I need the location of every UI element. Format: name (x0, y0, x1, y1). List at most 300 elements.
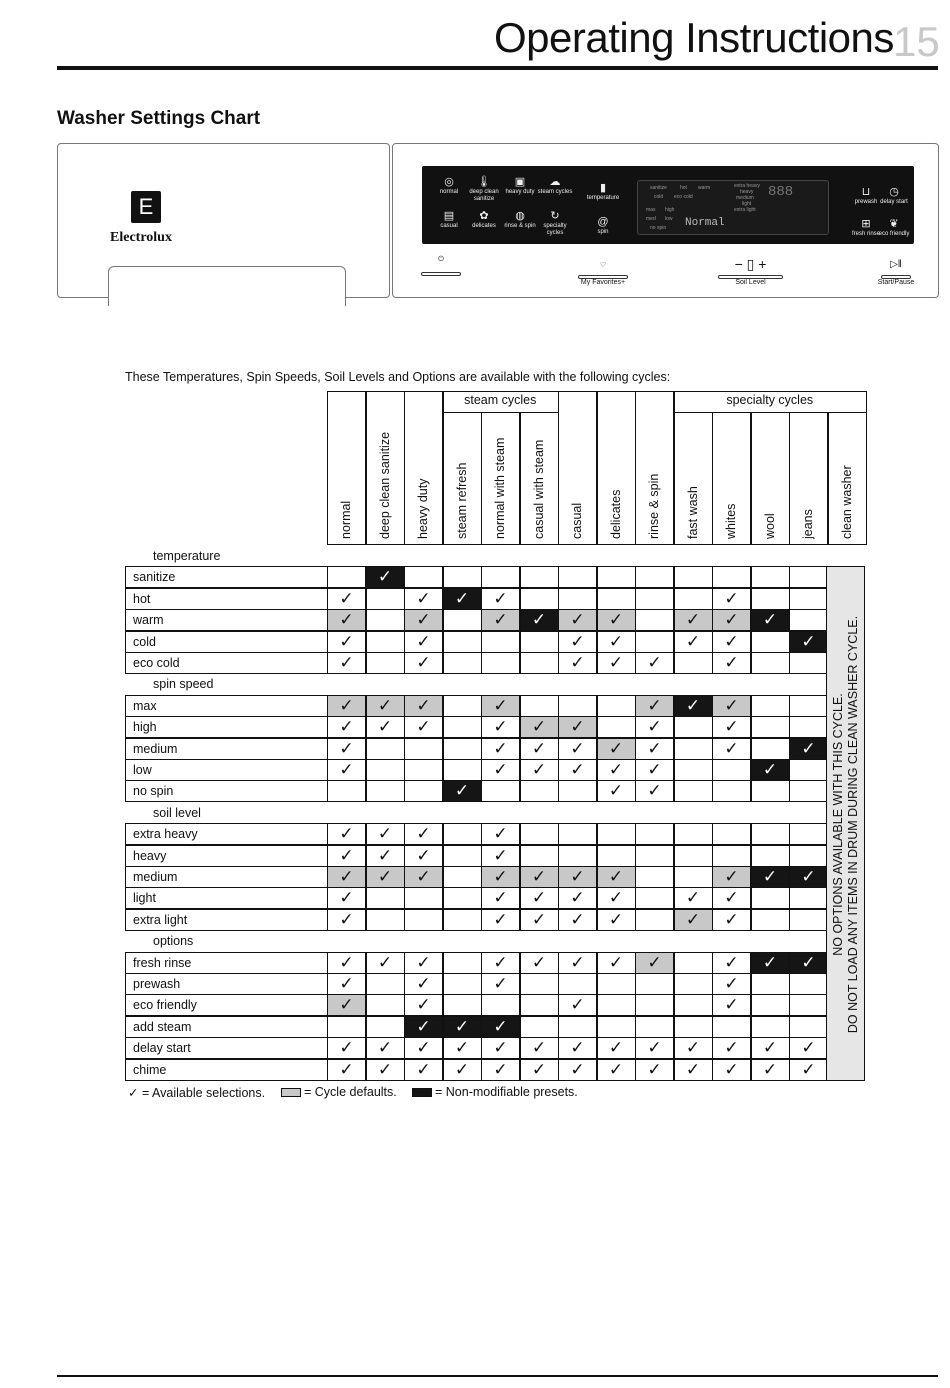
play-pause-icon: ▷‖ (890, 259, 902, 270)
column-label: steam refresh (454, 462, 469, 539)
cycle-steam: ☁ steam cycles (535, 176, 575, 196)
table-cell: ✓ (481, 952, 520, 974)
table-cell: ✓ (520, 738, 559, 760)
clean-washer-note-box (826, 566, 865, 1081)
table-cell (751, 695, 790, 717)
flower-icon: ✿ (479, 210, 489, 222)
option-prewash: ⊔ prewash (846, 186, 886, 206)
segment-digits: 888 (768, 184, 794, 200)
power-button (421, 256, 461, 264)
specialty-group-label: specialty cycles (726, 393, 814, 407)
table-cell: ✓ (597, 909, 636, 931)
soil-level-label: Soil Level (735, 279, 766, 286)
table-cell (443, 823, 482, 845)
table-cell: ✓ (481, 1037, 520, 1059)
table-cell: ✓ (558, 716, 597, 738)
prewash-icon: ⊔ (861, 186, 871, 198)
table-cell: ✓ (327, 631, 366, 653)
table-cell: ✓ (404, 866, 443, 888)
thermometer-icon: 🌡 (477, 176, 491, 188)
table-cell: ✓ (481, 909, 520, 931)
chart-intro: These Temperatures, Spin Speeds, Soil Levels and Options are available with the following cycles: (125, 370, 671, 384)
legend-available: ✓ = Available selections. (128, 1086, 266, 1100)
table-cell: ✓ (327, 994, 366, 1016)
table-cell (443, 695, 482, 717)
table-cell: ✓ (404, 994, 443, 1016)
table-cell: ✓ (712, 609, 751, 631)
table-cell: ✓ (751, 1037, 790, 1059)
table-cell: ✓ (366, 823, 405, 845)
table-cell: ✓ (404, 631, 443, 653)
table-cell (327, 566, 366, 588)
table-cell: ✓ (597, 631, 636, 653)
table-cell (443, 631, 482, 653)
table-cell (404, 780, 443, 802)
table-cell: ✓ (404, 952, 443, 974)
column-label: casual with steam (531, 439, 546, 539)
soil-level-controls: − ▯ + (734, 256, 767, 272)
table-cell (597, 716, 636, 738)
row-label: light (125, 887, 328, 909)
table-cell: ✓ (520, 952, 559, 974)
table-cell (674, 780, 713, 802)
table-cell (712, 845, 751, 867)
table-cell (520, 695, 559, 717)
table-cell (327, 1016, 366, 1038)
table-cell: ✓ (520, 909, 559, 931)
table-cell (635, 631, 674, 653)
table-cell: ✓ (366, 1037, 405, 1059)
table-cell (443, 652, 482, 674)
table-cell (751, 780, 790, 802)
table-cell: ✓ (597, 952, 636, 974)
table-cell: ✓ (481, 1016, 520, 1038)
column-label: rinse & spin (647, 473, 661, 539)
table-cell (366, 887, 405, 909)
table-cell: ✓ (366, 695, 405, 717)
table-cell: ✓ (481, 695, 520, 717)
table-cell: ✓ (674, 609, 713, 631)
column-label: wool (762, 513, 777, 539)
column-label: normal (339, 500, 353, 539)
table-cell: ✓ (712, 994, 751, 1016)
table-cell (597, 994, 636, 1016)
row-label: heavy (125, 845, 328, 867)
column-label: whites (724, 503, 738, 539)
table-cell (635, 1016, 674, 1038)
table-cell (751, 845, 790, 867)
table-cell: ✓ (597, 1059, 636, 1081)
table-cell (404, 738, 443, 760)
table-cell: ✓ (327, 952, 366, 974)
table-cell: ✓ (789, 1059, 828, 1081)
table-cell (674, 1016, 713, 1038)
table-cell (789, 887, 828, 909)
row-label: chime (125, 1059, 328, 1081)
lcd-screen: sanitize hot warm cold eco cold max high med low no spin extra heavy heavy medium light extra light 888 Normal (637, 180, 829, 235)
control-display (422, 166, 914, 244)
table-cell: ✓ (751, 1059, 790, 1081)
row-label: eco friendly (125, 994, 328, 1016)
table-cell: ✓ (404, 588, 443, 610)
table-cell (366, 973, 405, 995)
column-label: fast wash (685, 486, 700, 539)
table-cell: ✓ (674, 631, 713, 653)
table-cell: ✓ (327, 909, 366, 931)
power-button-bar (421, 272, 461, 276)
table-cell: ✓ (520, 887, 559, 909)
table-cell: ✓ (481, 1059, 520, 1081)
section-label: soil level (153, 805, 201, 820)
table-cell: ✓ (520, 759, 559, 781)
table-cell: ✓ (558, 994, 597, 1016)
table-cell (520, 845, 559, 867)
table-cell: ✓ (558, 1037, 597, 1059)
table-cell (789, 566, 828, 588)
column-label: clean washer (839, 465, 854, 539)
table-cell (597, 845, 636, 867)
row-label: extra heavy (125, 823, 328, 845)
table-cell: ✓ (520, 1037, 559, 1059)
table-cell: ✓ (327, 738, 366, 760)
table-cell (366, 609, 405, 631)
table-cell: ✓ (481, 759, 520, 781)
table-cell: ✓ (404, 695, 443, 717)
row-label: extra light (125, 909, 328, 931)
table-cell: ✓ (597, 652, 636, 674)
table-cell (327, 780, 366, 802)
table-cell (597, 1016, 636, 1038)
table-cell: ✓ (712, 973, 751, 995)
favorites-label: My Favorites+ (580, 279, 626, 286)
cycle-heavy-duty: ▣ heavy duty (500, 176, 540, 196)
table-cell: ✓ (443, 1059, 482, 1081)
table-cell: ✓ (789, 631, 828, 653)
row-label: low (125, 759, 328, 781)
table-cell: ✓ (558, 887, 597, 909)
table-cell (558, 1016, 597, 1038)
table-cell: ✓ (712, 1059, 751, 1081)
casual-shirt-icon: ▤ (443, 210, 455, 222)
table-cell: ✓ (635, 759, 674, 781)
table-cell: ✓ (635, 952, 674, 974)
table-cell: ✓ (635, 716, 674, 738)
gray-swatch (281, 1088, 301, 1097)
table-cell (674, 652, 713, 674)
table-cell: ✓ (327, 887, 366, 909)
table-cell: ✓ (635, 652, 674, 674)
table-cell (443, 952, 482, 974)
cycle-rinse-spin: ◍ rinse & spin (500, 210, 540, 230)
table-cell (635, 909, 674, 931)
start-pause-label: Start/Pause (877, 279, 915, 286)
section-title: Washer Settings Chart (57, 108, 261, 129)
table-cell (443, 887, 482, 909)
table-cell: ✓ (327, 652, 366, 674)
table-cell (751, 887, 790, 909)
cycle-deep-clean: 🌡 deep clean sanitize (464, 176, 504, 203)
table-cell (712, 1016, 751, 1038)
black-swatch (412, 1088, 432, 1097)
table-cell (674, 759, 713, 781)
table-cell (674, 738, 713, 760)
table-cell: ✓ (751, 609, 790, 631)
table-cell: ✓ (712, 738, 751, 760)
table-cell (520, 652, 559, 674)
table-cell: ✓ (674, 909, 713, 931)
table-cell: ✓ (481, 609, 520, 631)
row-label: sanitize (125, 566, 328, 588)
table-cell (712, 780, 751, 802)
table-cell: ✓ (789, 738, 828, 760)
table-cell: ✓ (481, 823, 520, 845)
table-cell: ✓ (597, 887, 636, 909)
table-cell: ✓ (443, 588, 482, 610)
table-cell: ✓ (404, 652, 443, 674)
legend-preset: = Non-modifiable presets. (412, 1085, 578, 1099)
table-cell: ✓ (789, 1037, 828, 1059)
table-cell (404, 909, 443, 931)
table-cell: ✓ (443, 1016, 482, 1038)
table-cell (597, 588, 636, 610)
row-label: warm (125, 609, 328, 631)
table-cell (635, 845, 674, 867)
table-cell: ✓ (712, 952, 751, 974)
section-label: options (153, 934, 194, 949)
table-cell (674, 973, 713, 995)
row-label: fresh rinse (125, 952, 328, 974)
table-cell: ✓ (404, 716, 443, 738)
row-label: medium (125, 738, 328, 760)
table-cell (635, 973, 674, 995)
cycle-normal: ◎ normal (429, 176, 469, 196)
option-eco-friendly: ❦ eco friendly (874, 218, 914, 238)
table-cell (751, 652, 790, 674)
table-cell: ✓ (327, 588, 366, 610)
table-cell (520, 1016, 559, 1038)
table-cell (635, 823, 674, 845)
table-cell (635, 887, 674, 909)
table-cell: ✓ (751, 759, 790, 781)
table-cell: ✓ (635, 1037, 674, 1059)
table-cell: ✓ (443, 1037, 482, 1059)
table-cell: ✓ (404, 1016, 443, 1038)
table-cell (443, 738, 482, 760)
clock-icon: ◷ (889, 186, 899, 198)
table-cell (558, 845, 597, 867)
option-fresh-rinse: ⊞ fresh rinse (846, 218, 886, 238)
cycle-specialty: ↻ specialty cycles (535, 210, 575, 237)
table-cell (789, 652, 828, 674)
table-cell (635, 588, 674, 610)
table-cell: ✓ (635, 695, 674, 717)
table-cell: ✓ (558, 1059, 597, 1081)
temperature-selector: ▮ temperature (583, 182, 623, 202)
table-cell (597, 973, 636, 995)
table-cell: ✓ (366, 716, 405, 738)
column-label: normal with steam (493, 437, 507, 539)
row-label: medium (125, 866, 328, 888)
table-cell: ✓ (404, 1059, 443, 1081)
table-cell: ✓ (635, 738, 674, 760)
table-cell: ✓ (558, 652, 597, 674)
table-cell (674, 823, 713, 845)
section-label: temperature (153, 549, 221, 563)
header-divider (57, 66, 938, 70)
shirt-icon: ▣ (514, 176, 526, 188)
table-cell: ✓ (712, 1037, 751, 1059)
table-cell (481, 780, 520, 802)
cycle-delicates: ✿ delicates (464, 210, 504, 230)
brand-name: Electrolux (110, 230, 172, 245)
table-cell: ✓ (327, 845, 366, 867)
table-cell: ✓ (674, 1037, 713, 1059)
table-cell (789, 759, 828, 781)
table-cell: ✓ (481, 716, 520, 738)
rinse-icon: ⊞ (861, 218, 871, 230)
table-cell: ✓ (327, 1059, 366, 1081)
table-cell (712, 566, 751, 588)
row-label: hot (125, 588, 328, 610)
power-icon: ⏻ (438, 256, 444, 263)
table-cell: ✓ (481, 588, 520, 610)
table-cell: ✓ (327, 695, 366, 717)
legend-default: = Cycle defaults. (281, 1085, 397, 1099)
table-cell (635, 994, 674, 1016)
table-cell: ✓ (481, 845, 520, 867)
table-cell: ✓ (366, 845, 405, 867)
table-cell: ✓ (366, 566, 405, 588)
spin-selector: @ spin (583, 216, 623, 236)
table-cell: ✓ (404, 823, 443, 845)
table-cell: ✓ (404, 1037, 443, 1059)
table-cell (674, 994, 713, 1016)
table-cell: ✓ (520, 716, 559, 738)
table-cell (674, 588, 713, 610)
table-cell (520, 973, 559, 995)
table-cell: ✓ (366, 1059, 405, 1081)
column-label: casual (570, 502, 584, 539)
table-cell (789, 780, 828, 802)
table-cell (558, 566, 597, 588)
normal-cycle-icon: ◎ (444, 176, 454, 188)
page-title: Operating Instructions (494, 14, 894, 61)
table-cell (751, 909, 790, 931)
clean-washer-note: NO OPTIONS AVAILABLE WITH THIS CYCLE. DO NOT LOAD ANY ITEMS IN DRUM DURING CLEAN WASHER CYCLE. (831, 615, 860, 1034)
table-cell: ✓ (597, 609, 636, 631)
table-cell (674, 952, 713, 974)
table-cell: ✓ (520, 1059, 559, 1081)
row-label: cold (125, 631, 328, 653)
table-cell: ✓ (558, 759, 597, 781)
cycle-casual: ▤ casual (429, 210, 469, 230)
row-label: delay start (125, 1037, 328, 1059)
table-cell (404, 887, 443, 909)
table-cell (789, 845, 828, 867)
row-label: high (125, 716, 328, 738)
table-cell (751, 973, 790, 995)
table-cell (443, 716, 482, 738)
table-cell (635, 609, 674, 631)
table-cell: ✓ (481, 866, 520, 888)
table-cell (597, 823, 636, 845)
table-cell: ✓ (635, 780, 674, 802)
table-cell: ✓ (751, 866, 790, 888)
table-cell (366, 631, 405, 653)
table-cell (558, 780, 597, 802)
table-cell (789, 823, 828, 845)
section-label: spin speed (153, 677, 214, 692)
table-cell: ✓ (597, 759, 636, 781)
spiral-icon: @ (597, 216, 609, 228)
table-cell: ✓ (327, 609, 366, 631)
table-cell (558, 588, 597, 610)
electrolux-logo-icon: E (131, 191, 161, 223)
table-cell (789, 973, 828, 995)
row-label: max (125, 695, 328, 717)
column-label: heavy duty (416, 478, 430, 539)
table-cell (481, 994, 520, 1016)
table-cell: ✓ (327, 973, 366, 995)
table-cell (404, 566, 443, 588)
table-cell: ✓ (712, 652, 751, 674)
leaf-icon: ❦ (889, 218, 899, 230)
page-number: 15 (893, 18, 940, 65)
table-cell (789, 909, 828, 931)
favorites-heart-icon: ♡ (599, 262, 607, 269)
table-cell: ✓ (712, 588, 751, 610)
table-cell (674, 566, 713, 588)
table-cell (443, 866, 482, 888)
table-cell: ✓ (635, 1059, 674, 1081)
table-cell: ✓ (366, 952, 405, 974)
table-cell (635, 566, 674, 588)
table-cell: ✓ (712, 631, 751, 653)
table-cell: ✓ (712, 866, 751, 888)
table-cell (366, 1016, 405, 1038)
table-cell (751, 588, 790, 610)
table-cell: ✓ (751, 952, 790, 974)
table-cell: ✓ (558, 609, 597, 631)
table-cell (366, 738, 405, 760)
table-cell (558, 823, 597, 845)
table-cell (366, 759, 405, 781)
table-cell: ✓ (481, 738, 520, 760)
table-cell: ✓ (558, 866, 597, 888)
table-cell: ✓ (558, 952, 597, 974)
table-cell (443, 845, 482, 867)
table-cell (558, 973, 597, 995)
table-cell (443, 994, 482, 1016)
table-cell: ✓ (597, 780, 636, 802)
table-cell (712, 823, 751, 845)
table-cell (674, 716, 713, 738)
table-cell (443, 759, 482, 781)
table-cell (366, 652, 405, 674)
column-label: delicates (608, 489, 623, 539)
table-cell: ✓ (597, 738, 636, 760)
table-cell: ✓ (558, 909, 597, 931)
detergent-drawer (108, 266, 346, 306)
table-cell: ✓ (674, 695, 713, 717)
option-delay-start: ◷ delay start (874, 186, 914, 206)
row-label: prewash (125, 973, 328, 995)
table-cell (597, 695, 636, 717)
table-cell: ✓ (712, 887, 751, 909)
table-cell: ✓ (789, 866, 828, 888)
table-cell (404, 759, 443, 781)
table-cell: ✓ (558, 738, 597, 760)
